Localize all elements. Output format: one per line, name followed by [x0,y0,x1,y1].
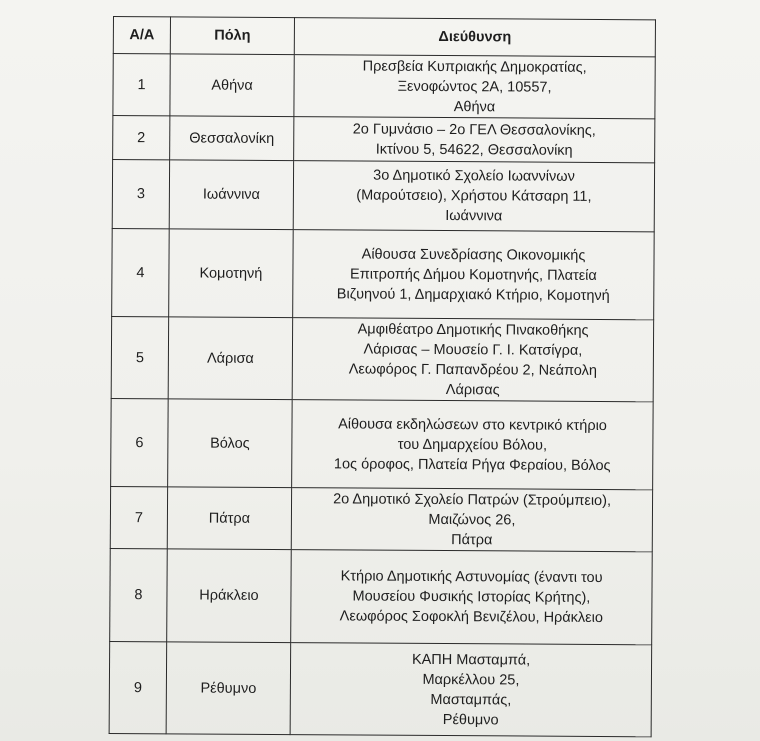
address-line: ΚΑΠΗ Μασταμπά, [411,651,531,669]
address-line: Μασταμπάς, [430,691,512,708]
table-row [112,160,654,232]
row-address [290,643,652,737]
row-city: Πάτρα [167,487,291,550]
address-line: (Μαρούτσειο), Χρήστου Κάτσαρη 11, [356,187,592,205]
address-line: Λάρισας [445,381,500,398]
table-row [113,116,655,163]
row-address [291,550,653,645]
table-row [111,398,654,489]
table-row [113,54,655,119]
address-line: 3ο Δημοτικό Σχολείο Ιωαννίνων [373,167,575,185]
address-line: Αμφιθέατρο Δημοτικής Πινακοθήκης [357,321,589,339]
address-line: Μαρκέλλου 25, [422,671,520,688]
row-number: 5 [111,316,168,398]
address-line: Ικτίνου 5, 54622, Θεσσαλονίκη [375,141,573,159]
row-address [292,318,653,402]
address-line: 1ος όροφος, Πλατεία Ρήγα Φεραίου, Βόλος [333,455,611,474]
row-city: Ρέθυμνο [166,642,291,735]
row-address [292,400,654,490]
row-address [294,55,655,119]
row-number: 7 [110,486,167,548]
row-city: Αθήνα [170,54,294,117]
row-number: 9 [109,641,167,733]
address-line: Βιζυηνού 1, Δημαρχιακό Κτήριο, Κομοτηνή [336,285,610,304]
row-city: Ιωάννινα [169,160,293,230]
table-row [112,228,655,319]
header-aa: Α/Α [113,17,170,54]
address-line: Πρεσβεία Κυπριακής Δημοκρατίας, [362,58,587,76]
row-number: 6 [111,398,169,486]
addresses-table [109,16,656,737]
row-number: 8 [110,548,168,641]
row-address [293,161,654,232]
address-line: Πάτρα [451,531,493,548]
row-address [294,117,655,163]
header-address: Διεύθυνση [294,18,655,57]
table-row [109,641,652,736]
address-line: του Δημαρχείου Βόλου, [397,436,548,454]
address-line: Ιωάννινα [445,208,503,225]
row-number: 2 [113,116,170,160]
address-line: Μουσείου Φυσικής Ιστορίας Κρήτης), [352,588,591,606]
address-line: Αίθουσα εκδηλώσεων στο κεντρικό κτήριο [338,415,607,434]
address-line: Λεωφόρος Σοφοκλή Βενιζέλου, Ηράκλειο [339,608,604,627]
address-line: Λεωφόρος Γ. Παπανδρέου 2, Νεάπολη [348,360,597,379]
table-row [111,316,653,401]
address-line: Ρέθυμνο [442,711,499,728]
row-city: Κομοτηνή [169,229,294,318]
row-city: Θεσσαλονίκη [170,116,294,161]
table-header-row [113,17,655,57]
row-address [291,488,652,552]
address-line: 2ο Δημοτικό Σχολείο Πατρών (Στρούμπειο), [333,490,612,509]
address-line: 2ο Γυμνάσιο – 2ο ΓΕΛ Θεσσαλονίκης, [352,120,596,139]
address-line: Ξενοφώντος 2Α, 10557, [397,78,552,96]
row-number: 1 [113,54,170,116]
table-row [110,548,653,644]
row-city: Ηράκλειο [167,549,292,643]
header-city: Πόλη [170,17,294,55]
row-number: 3 [112,160,169,229]
row-city: Βόλος [168,399,293,488]
row-number: 4 [112,228,170,316]
address-line: Αίθουσα Συνεδρίασης Οικονομικής [361,246,586,264]
address-line: Λάρισας – Μουσείο Γ. Ι. Κατσίγρα, [363,341,583,359]
address-line: Μαιζώνος 26, [428,511,516,528]
row-city: Λάρισα [168,317,292,400]
address-line: Επιτροπής Δήμου Κομοτηνής, Πλατεία [350,265,597,284]
row-address [293,230,655,320]
table-row [110,486,652,551]
address-line: Κτήριο Δημοτικής Αστυνομίας (έναντι του [340,568,603,587]
address-line: Αθήνα [453,98,496,115]
